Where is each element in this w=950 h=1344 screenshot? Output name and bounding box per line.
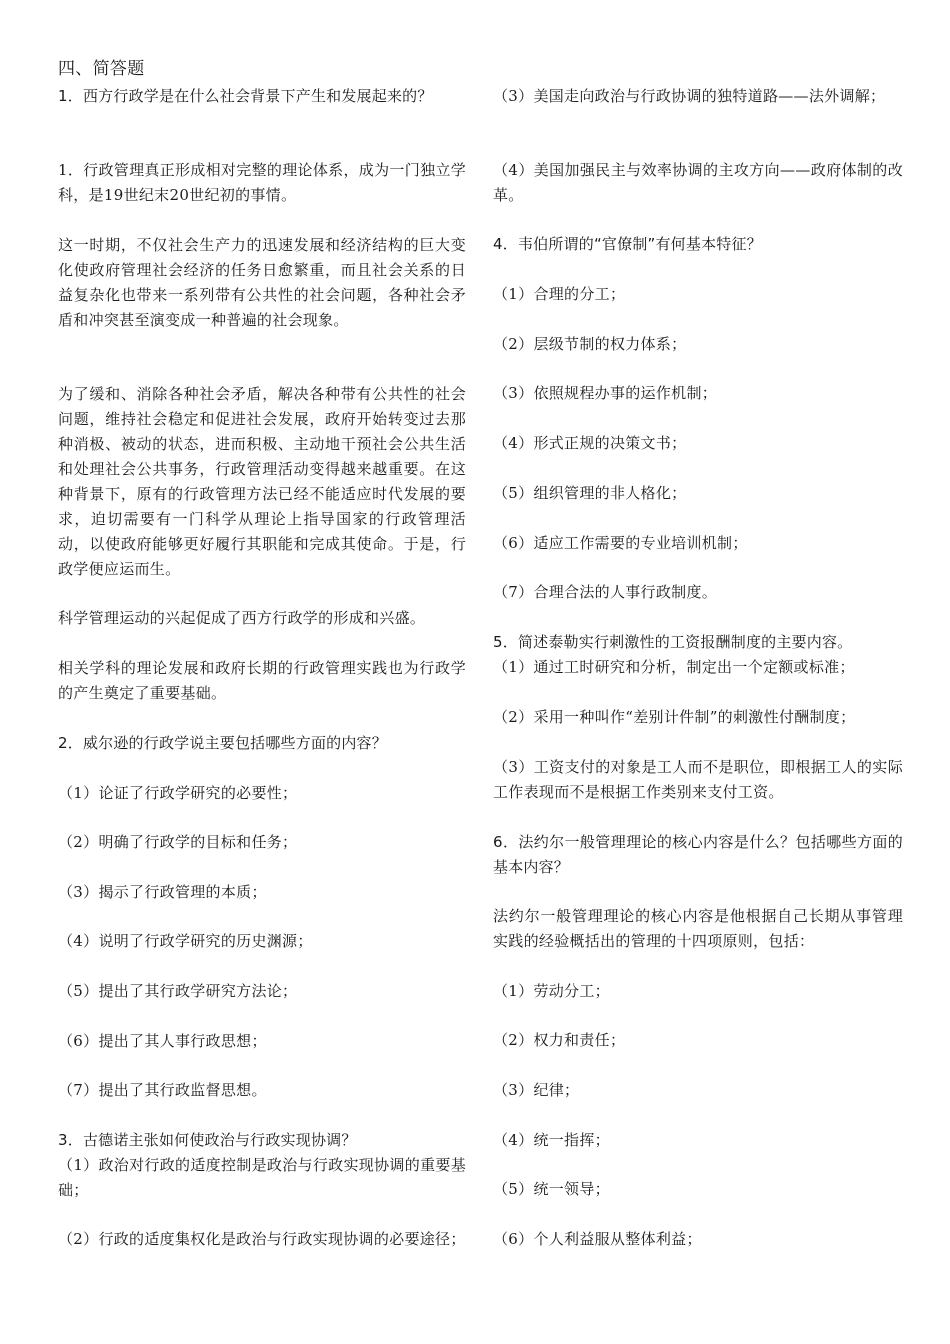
question-5: 5．简述泰勒实行刺激性的工资报酬制度的主要内容。 [493, 633, 853, 651]
list-item: （1）通过工时研究和分析，制定出一个定额或标准； [493, 658, 855, 676]
list-item: （1）论证了行政学研究的必要性； [58, 784, 298, 802]
list-item: （2）行政的适度集权化是政治与行政实现协调的必要途径； [58, 1230, 466, 1248]
list-item: （5）统一领导； [493, 1180, 610, 1198]
list-item: （3）美国走向政治与行政协调的独特道路——法外调解； [493, 87, 886, 105]
list-item: （6）提出了其人事行政思想； [58, 1032, 267, 1050]
answer-1-paragraph-5: 相关学科的理论发展和政府长期的行政管理实践也为行政学的产生奠定了重要基础。 [58, 659, 466, 702]
answer-1-paragraph-2: 这一时期，不仅社会生产力的迅速发展和经济结构的巨大变化使政府管理社会经济的任务日愈繁重，而且社会关系的日益复杂化也带来一系列带有公共性的社会问题，各种社会矛盾和冲突甚至演变成一种普遍的社会现象。 [58, 236, 466, 329]
list-item: （4）说明了行政学研究的历史渊源； [58, 932, 313, 950]
answer-6-intro: 法约尔一般管理理论的核心内容是他根据自己长期从事管理实践的经验概括出的管理的十四项原则，包括： [493, 907, 903, 950]
list-item: （1）合理的分工； [493, 285, 626, 303]
list-item: （4）美国加强民主与效率协调的主攻方向——政府体制的改革。 [493, 161, 903, 204]
list-item: （7）提出了其行政监督思想。 [58, 1081, 267, 1099]
list-item: （5）组织管理的非人格化； [493, 484, 687, 502]
question-2: 2．威尔逊的行政学说主要包括哪些方面的内容？ [58, 734, 387, 752]
list-item: （1）政治对行政的适度控制是政治与行政实现协调的重要基础； [58, 1156, 466, 1199]
list-item: （6）个人利益服从整体利益； [493, 1230, 702, 1248]
list-item: （2）层级节制的权力体系； [493, 335, 687, 353]
list-item: （2）采用一种叫作“差别计件制”的刺激性付酬制度； [493, 708, 856, 726]
list-item: （3）工资支付的对象是工人而不是职位，即根据工人的实际工作表现而不是根据工作类别来支付工资。 [493, 758, 903, 801]
list-item: （2）权力和责任； [493, 1031, 626, 1049]
list-item: （3）依照规程办事的运作机制； [493, 384, 718, 402]
question-1: 1．西方行政学是在什么社会背景下产生和发展起来的？ [58, 87, 433, 105]
question-6: 6．法约尔一般管理理论的核心内容是什么？包括哪些方面的基本内容？ [493, 833, 903, 876]
section-title: 四、简答题 [58, 59, 145, 79]
list-item: （1）劳动分工； [493, 982, 610, 1000]
answer-1-paragraph-3: 为了缓和、消除各种社会矛盾，解决各种带有公共性的社会问题，维持社会稳定和促进社会发展，政府开始转变过去那种消极、被动的状态，进而积极、主动地干预社会公共生活和处理社会公共事务，行政管理活动变得越来越重要。在这种背景下，原有的行政管理方法已经不能适应时代发展的要求，迫切需要有一门科学从理论上指导国家的行政管理活动，以使政府能够更好履行其职能和完成其使命。于是，行政学便应运而生。 [58, 385, 466, 578]
list-item: （7）合理合法的人事行政制度。 [493, 583, 718, 601]
list-item: （3）纪律； [493, 1081, 580, 1099]
list-item: （4）形式正规的决策文书； [493, 434, 687, 452]
answer-1-paragraph-1: 1．行政管理真正形成相对完整的理论体系，成为一门独立学科，是19世纪末20世纪初的事情。 [58, 161, 466, 204]
list-item: （5）提出了其行政学研究方法论； [58, 982, 298, 1000]
list-item: （3）揭示了行政管理的本质； [58, 883, 267, 901]
list-item: （6）适应工作需要的专业培训机制； [493, 534, 748, 552]
question-3: 3．古德诺主张如何使政治与行政实现协调？ [58, 1131, 357, 1149]
list-item: （2）明确了行政学的目标和任务； [58, 833, 298, 851]
list-item: （4）统一指挥； [493, 1131, 610, 1149]
answer-1-paragraph-4: 科学管理运动的兴起促成了西方行政学的形成和兴盛。 [58, 609, 426, 627]
question-4: 4．韦伯所谓的“官僚制”有何基本特征？ [493, 235, 762, 253]
